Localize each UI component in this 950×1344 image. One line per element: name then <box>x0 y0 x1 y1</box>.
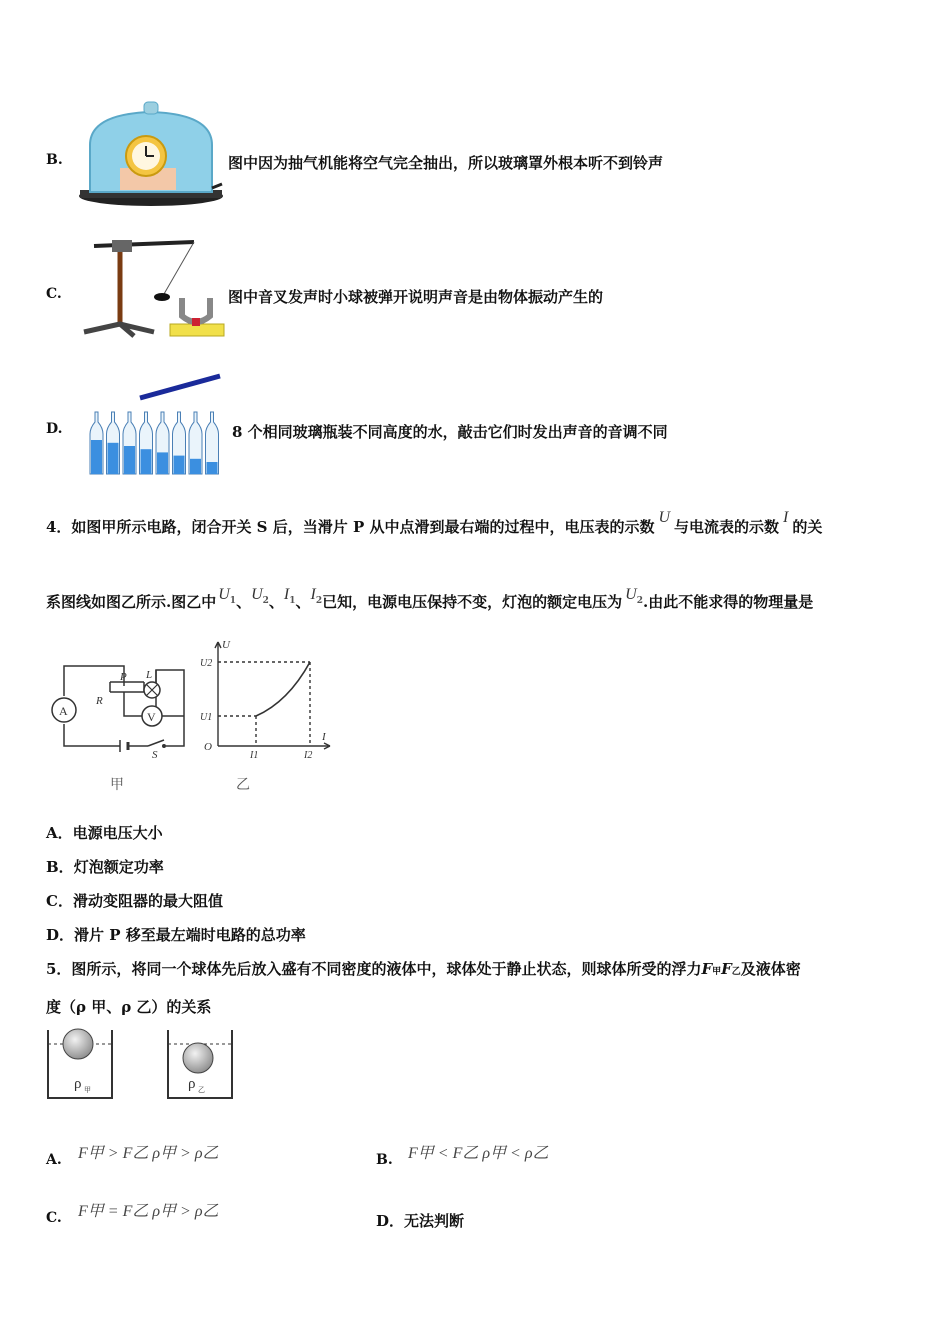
water-fill <box>108 443 119 474</box>
rheostat-label: R <box>96 695 103 707</box>
symbol-f: F <box>721 960 732 978</box>
sub-yi: 乙 <box>731 967 741 977</box>
q5-option-d[interactable] <box>376 1210 464 1231</box>
q5-option-c-label[interactable]: C. <box>46 1210 62 1226</box>
separator: 、 <box>236 593 252 611</box>
symbol-f: F <box>701 960 713 978</box>
option-label: B． <box>46 858 74 876</box>
q4-line2-part-c: .由此不能求得的物理量是 <box>642 593 814 611</box>
option-c-text: 图中音叉发声时小球被弹开说明声音是由物体振动产生的 <box>228 288 604 306</box>
option-text: 灯泡额定功率 <box>73 858 164 876</box>
lamp-label: L <box>146 669 153 681</box>
slider-label: P <box>120 671 127 683</box>
sub-2: 2 <box>262 596 269 606</box>
sub-2: 2 <box>315 596 323 606</box>
sub-1: 1 <box>229 596 237 606</box>
ammeter-label: A <box>59 704 68 718</box>
switch-icon <box>148 740 164 746</box>
rho-yi-sub: 乙 <box>198 1086 205 1094</box>
symbol-u2: U <box>251 586 263 603</box>
q4-option-b[interactable] <box>46 856 164 877</box>
q5-line1-part-b: 及液体密 <box>740 960 801 978</box>
graph-i1-tick: I1 <box>250 750 259 758</box>
q4-line1-part-a: 4．如图甲所示电路，闭合开关 S 后，当滑片 P 从中点滑到最右端的过程中，电压表的示数 <box>46 518 655 536</box>
voltmeter-label: V <box>147 710 156 724</box>
switch-label: S <box>152 749 158 760</box>
graph-origin: O <box>204 741 212 753</box>
q4-option-c[interactable] <box>46 890 223 911</box>
q4-line1-part-b: 与电流表的示数 <box>674 518 780 536</box>
q5-option-b-formula: F甲 < F乙 ρ甲 < ρ乙 <box>408 1145 549 1162</box>
sub-2: 2 <box>636 596 643 606</box>
q4-option-a[interactable] <box>46 822 163 843</box>
separator: 、 <box>295 593 311 611</box>
graph-axis-u: U <box>222 639 230 651</box>
sub-1: 1 <box>289 596 296 606</box>
q4-line2-part-a: 系图线如图乙所示.图乙中 <box>46 593 217 611</box>
water-fill <box>141 449 152 474</box>
water-fill <box>190 459 201 474</box>
figure-yi-caption: 乙 <box>236 777 250 793</box>
q5-line1 <box>46 958 801 979</box>
sub-jia: 甲 <box>712 967 722 977</box>
q4-line1-part-c: 的关 <box>792 518 823 536</box>
option-label: C． <box>46 892 73 910</box>
option-b-text: 图中因为抽气机能将空气完全抽出，所以玻璃罩外根本听不到铃声 <box>228 154 664 172</box>
symbol-i1: I <box>283 586 290 603</box>
q5-line2: 度（ρ 甲、ρ 乙）的关系 <box>46 998 212 1016</box>
u-i-graph <box>198 636 338 758</box>
q5-option-b-label[interactable]: B. <box>376 1152 393 1168</box>
option-text: 电源电压大小 <box>72 824 163 842</box>
q4-option-d[interactable] <box>46 924 306 945</box>
water-fill <box>124 446 135 474</box>
separator: 、 <box>268 593 284 611</box>
option-text: 滑片 P 移至最左端时电路的总功率 <box>74 926 306 944</box>
symbol-u2-rated: U <box>625 586 637 603</box>
rho-jia-sub: 甲 <box>84 1086 91 1094</box>
q4-line1 <box>46 509 823 537</box>
option-text: 滑动变阻器的最大阻值 <box>72 892 223 910</box>
option-text: 无法判断 <box>404 1212 465 1230</box>
graph-axis-i: I <box>322 731 326 743</box>
rho-yi-label: ρ <box>188 1076 196 1092</box>
symbol-i: I <box>783 509 789 526</box>
symbol-i2: I <box>310 586 316 603</box>
figure-jia-caption: 甲 <box>110 777 124 793</box>
graph-u1-tick: U1 <box>200 712 213 723</box>
water-fill <box>174 456 185 474</box>
water-fill <box>91 440 102 474</box>
water-bottles-image <box>86 372 226 478</box>
q5-option-a-formula: F甲 > F乙 ρ甲 > ρ乙 <box>78 1145 219 1162</box>
q4-line2 <box>46 586 814 612</box>
q5-line1-part-a: 5．图所示，将同一个球体先后放入盛有不同密度的液体中，球体处于静止状态，则球体所受的浮力 <box>46 960 702 978</box>
option-d-label: D. <box>46 421 63 437</box>
rho-jia-label: ρ <box>74 1076 82 1092</box>
ball-in-yi <box>183 1043 213 1073</box>
circuit-diagram <box>44 660 194 760</box>
option-label: D． <box>46 926 75 944</box>
q4-line2-part-b: 已知，电源电压保持不变，灯泡的额定电压为 <box>322 593 623 611</box>
ball-in-jia <box>63 1029 93 1059</box>
water-fill <box>157 452 168 474</box>
q5-option-c-formula: F甲 = F乙 ρ甲 > ρ乙 <box>78 1203 219 1220</box>
option-label: D． <box>376 1212 405 1230</box>
water-fill <box>207 462 218 474</box>
option-label: A． <box>46 824 73 842</box>
symbol-u: U <box>658 509 671 526</box>
symbol-u1: U <box>218 586 230 603</box>
option-d-text: 8 个相同玻璃瓶装不同高度的水，敲击它们时发出声音的音调不同 <box>232 423 668 441</box>
graph-i2-tick: I2 <box>304 750 313 758</box>
bell-jar-image <box>76 100 226 212</box>
tuning-fork-image <box>74 232 230 348</box>
option-c-label: C. <box>46 286 62 302</box>
q5-option-a-label[interactable]: A. <box>46 1152 62 1168</box>
option-b-label: B. <box>46 152 63 168</box>
q5-containers-figure <box>44 1028 244 1104</box>
graph-u2-tick: U2 <box>200 658 213 669</box>
